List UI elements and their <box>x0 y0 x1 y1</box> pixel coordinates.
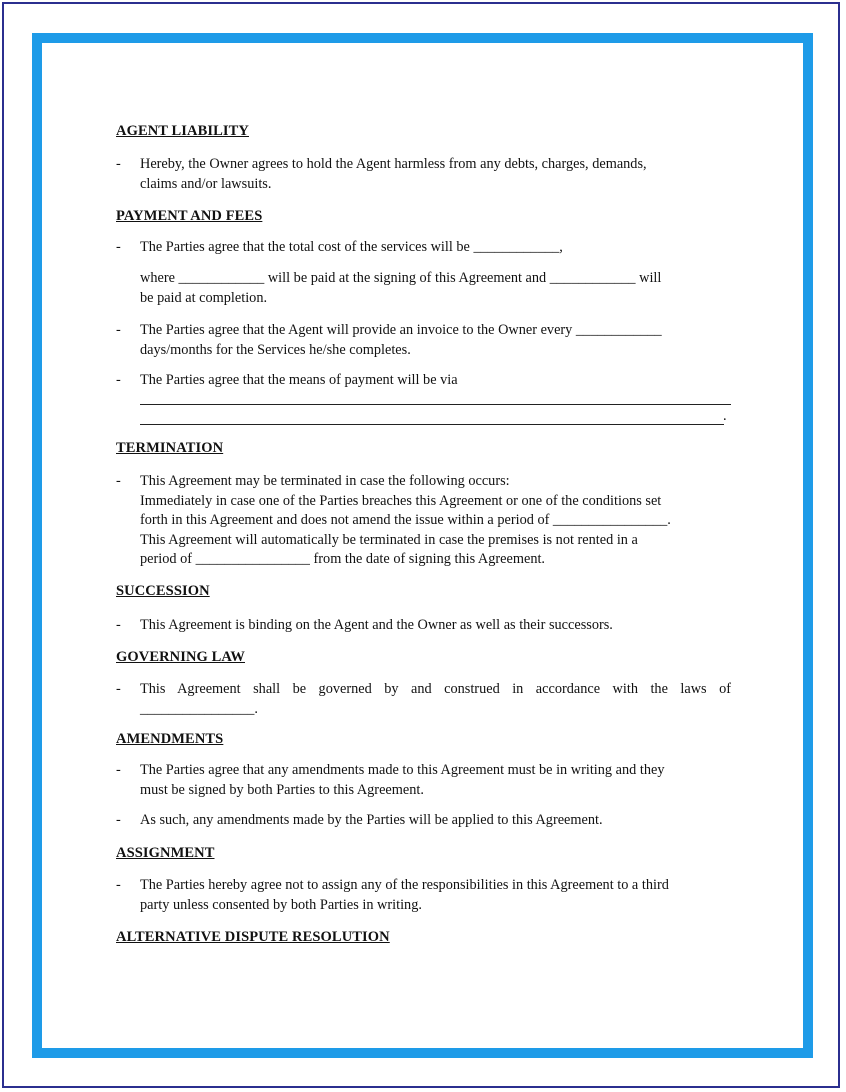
heading-assignment: ASSIGNMENT <box>116 845 215 861</box>
list-item: - Hereby, the Owner agrees to hold the Agent harmless from any debts, charges, demands, claims and/or lawsuits. <box>116 156 647 192</box>
heading-termination: TERMINATION <box>116 440 224 456</box>
heading-succession: SUCCESSION <box>116 583 210 599</box>
heading-governing-law: GOVERNING LAW <box>116 649 245 665</box>
blank-line <box>140 424 724 425</box>
paragraph: where ____________ will be paid at the signing of this Agreement and ____________ will be paid at completion. <box>140 270 662 306</box>
list-item: - The Parties agree that the Agent will provide an invoice to the Owner every ____________ days/months for the Services he/she completes. <box>116 322 662 358</box>
heading-amendments: AMENDMENTS <box>116 731 224 747</box>
heading-agent-liability: AGENT LIABILITY <box>116 123 249 139</box>
heading-payment-and-fees: PAYMENT AND FEES <box>116 208 263 224</box>
heading-alternative-dispute-resolution: ALTERNATIVE DISPUTE RESOLUTION <box>116 929 390 945</box>
list-item: - The Parties agree that the total cost of the services will be ____________, <box>116 239 563 255</box>
blank-line <box>140 404 731 405</box>
list-item: - This Agreement may be terminated in case the following occurs: Immediately in case one of the Parties breaches this Agreement or one of the conditions set forth in this Agreement and does not amend the issue within a period of ________________. This Agreement will automatically be terminated in case the premises is not rented in a period of ________________ from the date of signing this Agreement. <box>116 473 671 567</box>
list-item: - This Agreement is binding on the Agent and the Owner as well as their successors. <box>116 617 613 633</box>
list-item: - The Parties agree that the means of payment will be via <box>116 372 458 388</box>
list-item: - The Parties hereby agree not to assign any of the responsibilities in this Agreement to a third party unless consented by both Parties in writing. <box>116 877 669 913</box>
list-item: - The Parties agree that any amendments made to this Agreement must be in writing and they must be signed by both Parties to this Agreement. <box>116 762 665 798</box>
period: . <box>723 408 727 424</box>
list-item: - As such, any amendments made by the Parties will be applied to this Agreement. <box>116 812 603 828</box>
list-item: - This Agreement shall be governed by and construed in accordance with the laws of ________________. <box>116 681 731 717</box>
